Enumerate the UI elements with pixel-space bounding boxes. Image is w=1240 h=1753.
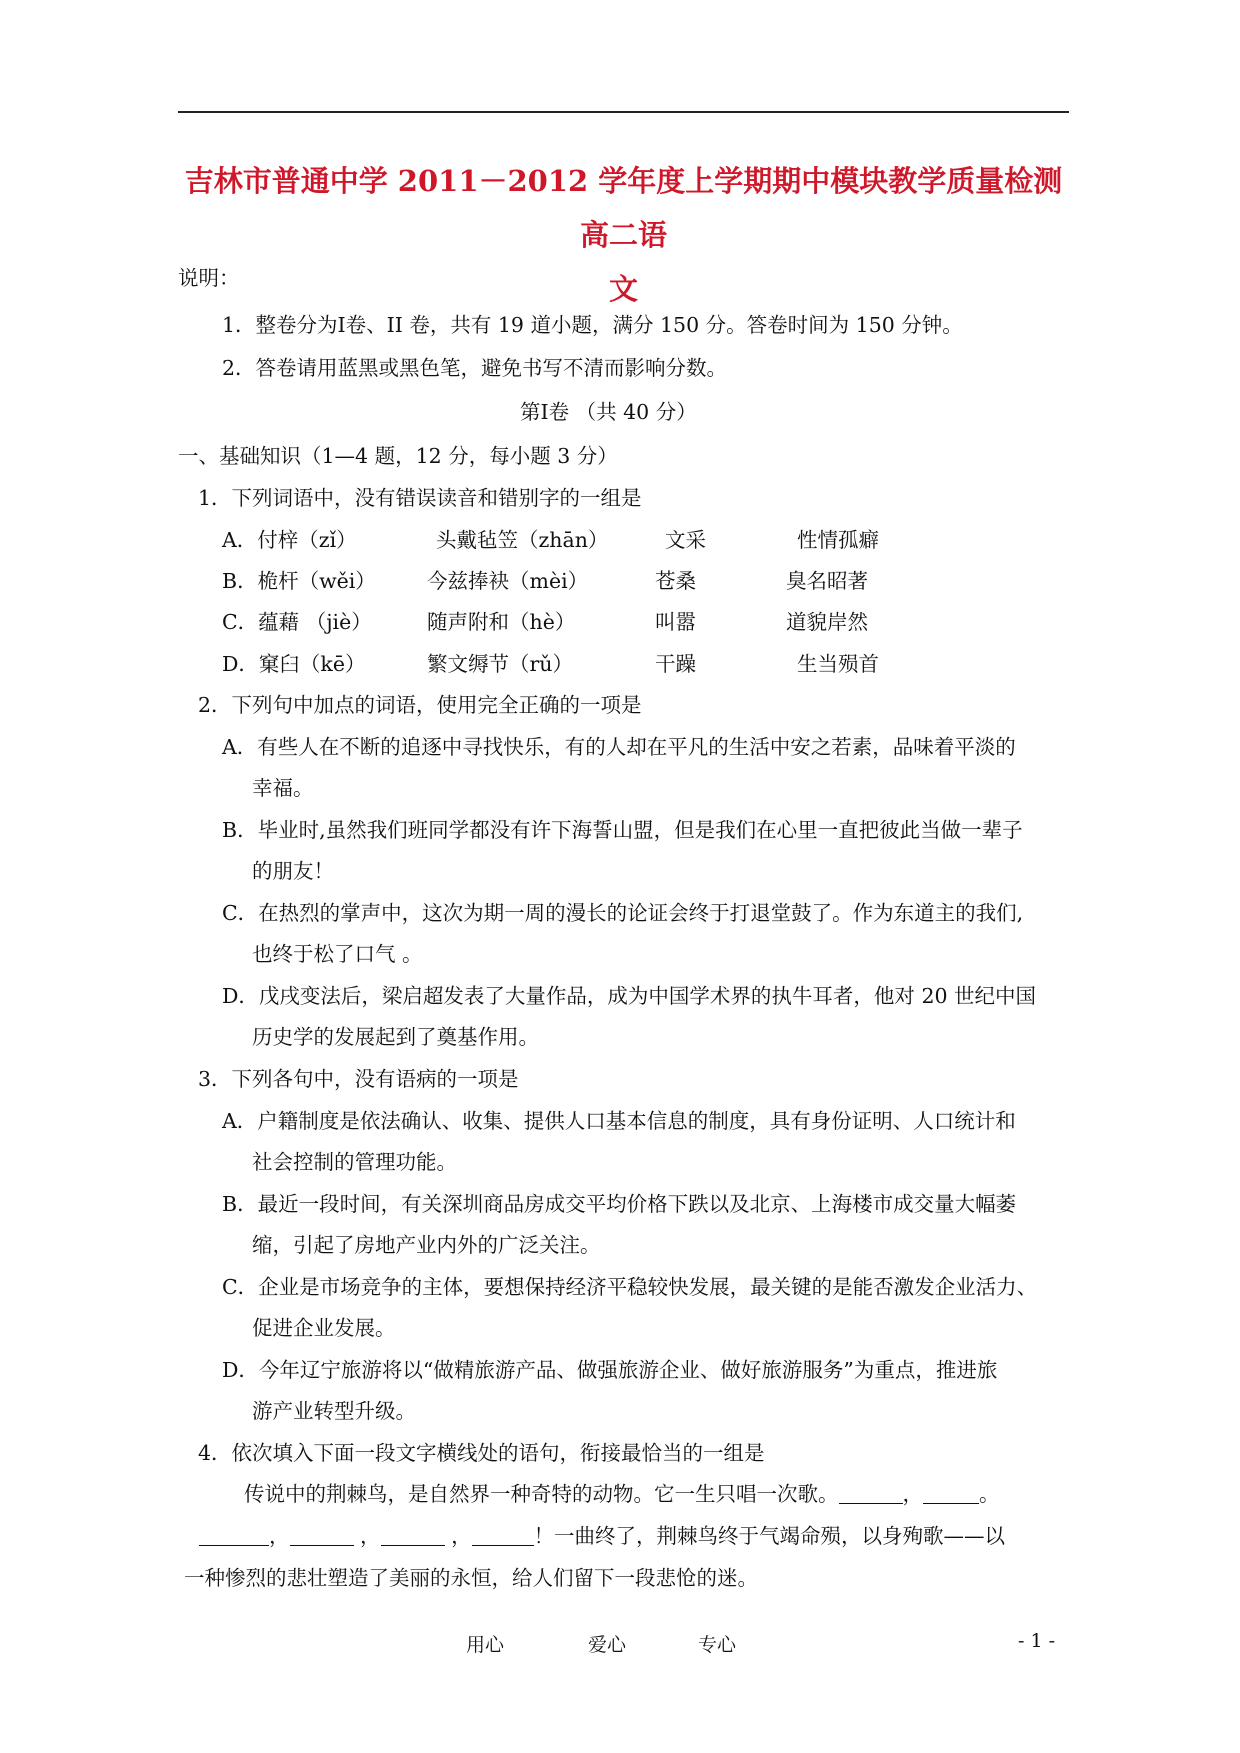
blank-separator: ， [360,1524,381,1548]
q1-option-d-word4: 生当殒首 [797,652,879,676]
page-title [178,154,1069,316]
blank-separator: ， [902,1482,923,1506]
q3-option-d-cont: 游产业转型升级。 [252,1399,416,1423]
title-line-2: 文 [608,272,638,306]
answer-blank-2 [923,1481,979,1504]
q1-option-c: C．蕴藉 （jiè） [222,610,372,634]
q3-option-c-cont: 促进企业发展。 [252,1316,396,1340]
title-line-1: 吉林市普通中学 2011－2012 学年度上学期期中模块教学质量检测高二语 [184,164,1063,252]
q2-option-a-cont: 幸福。 [252,776,314,800]
q1-option-b-word4: 臭名昭著 [786,569,868,593]
q1-option-a: A．付梓（zǐ） [222,528,357,552]
q2-option-b: B．毕业时,虽然我们班同学都没有许下海誓山盟，但是我们在心里一直把彼此当做一辈子 [222,818,1023,842]
blank-separator: ， [451,1524,472,1548]
q2-option-c-cont: 也终于松了口气 。 [252,942,423,966]
footer-word-2: 爱心 [588,1634,627,1656]
q1-option-c-word2: 随声附和（hè） [427,610,576,634]
answer-blank-4 [290,1523,354,1546]
q2-option-d: D．戊戌变法后，梁启超发表了大量作品，成为中国学术界的执牛耳者，他对 20 世纪中国 [222,984,1037,1008]
q3-option-b: B．最近一段时间，有关深圳商品房成交平均价格下跌以及北京、上海楼市成交量大幅萎 [222,1192,1017,1216]
header-rule [178,111,1069,113]
q1-option-b-word2: 今兹捧袂（mèi） [427,569,589,593]
q4-passage-line-3: 一种惨烈的悲壮塑造了美丽的永恒，给人们留下一段悲怆的迷。 [184,1566,758,1590]
q1-option-d: D．窠臼（kē） [222,652,366,676]
instruction-item-2: 2．答卷请用蓝黑或黑色笔，避免书写不清而影响分数。 [222,356,728,380]
instruction-item-1: 1．整卷分为Ⅰ卷、II 卷，共有 19 道小题，满分 150 分。答卷时间为 150 分钟。 [222,313,963,337]
q2-option-b-cont: 的朋友！ [252,859,334,883]
answer-blank-5 [381,1523,445,1546]
q4-passage-text-1: 传说中的荆棘鸟，是自然界一种奇特的动物。它一生只唱一次歌。 [244,1482,839,1506]
q1-stem: 1．下列词语中，没有错误读音和错别字的一组是 [198,486,642,510]
part1-heading: 第Ⅰ卷 （共 40 分） [520,400,697,424]
q4-stem: 4．依次填入下面一段文字横线处的语句，衔接最恰当的一组是 [198,1441,765,1465]
q1-option-c-word3: 叫嚣 [655,610,696,634]
footer-word-1: 用心 [466,1634,505,1656]
q1-option-b: B．桅杆（wěi） [222,569,376,593]
q3-option-c: C．企业是市场竞争的主体，要想保持经济平稳较快发展，最关键的是能否激发企业活力、 [222,1275,1038,1299]
blank-separator: 。 [979,1482,1000,1506]
q1-option-a-word4: 性情孤癖 [797,528,879,552]
q3-option-a: A．户籍制度是依法确认、收集、提供人口基本信息的制度，具有身份证明、人口统计和 [222,1109,1016,1133]
q1-option-c-word4: 道貌岸然 [786,610,868,634]
instructions-heading: 说明： [178,266,240,290]
q2-option-a: A．有些人在不断的追逐中寻找快乐，有的人却在平凡的生活中安之若素，品味着平淡的 [222,735,1016,759]
blank-separator: ， [269,1524,290,1548]
q1-option-b-word3: 苍桑 [655,569,696,593]
q1-option-a-word3: 文采 [665,528,706,552]
q3-option-b-cont: 缩，引起了房地产业内外的广泛关注。 [252,1233,601,1257]
answer-blank-1 [839,1481,903,1504]
q3-stem: 3．下列各句中，没有语病的一项是 [198,1067,519,1091]
answer-blank-6 [472,1523,534,1546]
q3-option-d: D．今年辽宁旅游将以“做精旅游产品、做强旅游企业、做好旅游服务”为重点，推进旅 [222,1358,998,1382]
q1-option-d-word2: 繁文缛节（rǔ） [427,652,574,676]
answer-blank-3 [199,1523,269,1546]
q2-option-c: C．在热烈的掌声中，这次为期一周的漫长的论证会终于打退堂鼓了。作为东道主的我们, [222,901,1024,925]
section1-heading: 一、基础知识（1—4 题，12 分，每小题 3 分） [178,444,618,468]
q4-passage-line-2 [199,1521,1005,1551]
q2-option-d-cont: 历史学的发展起到了奠基作用。 [252,1025,539,1049]
q2-stem: 2．下列句中加点的词语，使用完全正确的一项是 [198,693,642,717]
q3-option-a-cont: 社会控制的管理功能。 [252,1150,457,1174]
q1-option-a-word2: 头戴毡笠（zhān） [436,528,609,552]
q4-passage-line-1 [244,1479,1000,1509]
page-number: - 1 - [1018,1630,1056,1652]
q1-option-d-word3: 干躁 [655,652,696,676]
footer-word-3: 专心 [698,1634,737,1656]
q4-passage-text-2: ！一曲终了，荆棘鸟终于气竭命殒，以身殉歌——以 [533,1524,1006,1548]
